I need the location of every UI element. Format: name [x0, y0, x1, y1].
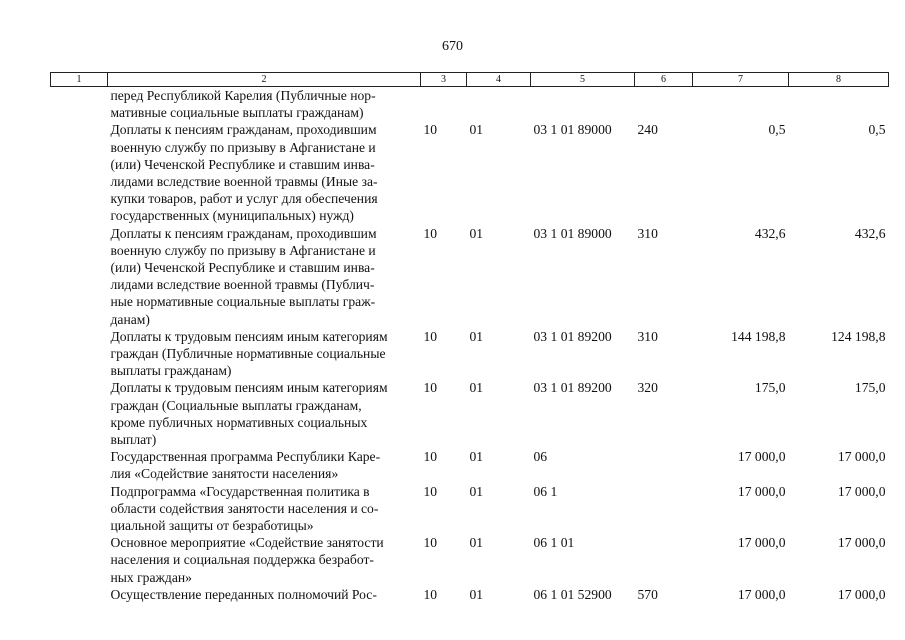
table-row [51, 448, 889, 482]
cell-target-article: 06 1 01 52900 [533, 586, 612, 602]
cell-name: Доплаты к пенсиям гражданам, проходившим военную службу по призыву в Афганистане и (или) Чеченской Республике и ставшим инва- лидами вследствие военной травмы (Публич- ные нормативные социальные выплаты граж- данам) [110, 225, 377, 327]
cell-amount-2: 17 000,0 [837, 535, 886, 551]
table-row [51, 534, 889, 586]
table-row [51, 586, 889, 603]
cell-expense-type [635, 448, 693, 482]
cell-amount-1: 0,5 [768, 122, 786, 138]
cell-section: 10 [423, 449, 438, 465]
cell-name: Подпрограмма «Государственная политика в области содействия занятости населения и со- циальной защиты от безработицы» [110, 483, 379, 534]
table-row [51, 328, 889, 380]
cell-amount-2: 432,6 [854, 225, 886, 241]
cell-subsection: 01 [469, 449, 484, 465]
cell-expense-type: 240 [637, 122, 658, 138]
cell-amount-1 [693, 87, 789, 122]
table-header-row [51, 73, 889, 87]
cell-name: Доплаты к пенсиям гражданам, проходившим военную службу по призыву в Афганистане и (или) Чеченской Республике и ставшим инва- лидами вследствие военной травмы (Иные за- купки товаров, работ и услуг для обеспечения государственных (муниципальных) нужд) [110, 122, 378, 224]
cell-subsection: 01 [469, 380, 484, 396]
page-number: 670 [442, 39, 463, 54]
column-header-3: 3 [421, 73, 467, 87]
table-row [51, 379, 889, 448]
cell-target-article [531, 87, 635, 122]
cell-amount-2: 175,0 [854, 380, 886, 396]
cell-subsection: 01 [469, 122, 484, 138]
column-header-7: 7 [693, 73, 789, 87]
cell-name: перед Республикой Карелия (Публичные нор- мативные социальные выплаты гражданам) [110, 88, 376, 121]
cell-col-1 [51, 483, 108, 535]
cell-amount-2: 0,5 [868, 122, 886, 138]
table-row [51, 121, 889, 224]
cell-expense-type [635, 87, 693, 122]
cell-target-article: 06 1 01 [533, 535, 575, 551]
cell-amount-1: 432,6 [754, 225, 786, 241]
column-header-1: 1 [51, 73, 108, 87]
cell-expense-type [635, 534, 693, 586]
table-row [51, 225, 889, 328]
cell-col-1 [51, 379, 108, 448]
cell-subsection: 01 [469, 483, 484, 499]
cell-section [421, 87, 467, 122]
cell-expense-type: 320 [637, 380, 658, 396]
cell-col-1 [51, 534, 108, 586]
cell-col-1 [51, 448, 108, 482]
column-header-5: 5 [531, 73, 635, 87]
column-header-2: 2 [108, 73, 421, 87]
cell-subsection [467, 87, 531, 122]
cell-subsection: 01 [469, 328, 484, 344]
cell-section: 10 [423, 328, 438, 344]
cell-col-1 [51, 87, 108, 122]
budget-table [50, 72, 889, 603]
cell-amount-1: 17 000,0 [737, 449, 786, 465]
cell-expense-type: 310 [637, 328, 658, 344]
cell-name: Государственная программа Республики Каре- лия «Содействие занятости населения» [110, 449, 381, 482]
cell-amount-2 [789, 87, 889, 122]
cell-amount-2: 17 000,0 [837, 586, 886, 602]
cell-section: 10 [423, 122, 438, 138]
cell-amount-2: 17 000,0 [837, 483, 886, 499]
cell-amount-1: 17 000,0 [737, 586, 786, 602]
cell-col-1 [51, 586, 108, 603]
cell-target-article: 03 1 01 89000 [533, 225, 612, 241]
cell-expense-type: 570 [637, 586, 658, 602]
cell-name: Осуществление переданных полномочий Рос- [110, 586, 377, 602]
cell-target-article: 06 1 [533, 483, 558, 499]
cell-amount-1: 144 198,8 [731, 328, 786, 344]
table-row [51, 483, 889, 535]
cell-col-1 [51, 328, 108, 380]
cell-name: Доплаты к трудовым пенсиям иным категориям граждан (Социальные выплаты гражданам, кроме публичных нормативных социальных выплат) [110, 380, 388, 448]
cell-target-article: 06 [533, 449, 548, 465]
cell-section: 10 [423, 535, 438, 551]
cell-amount-1: 17 000,0 [737, 483, 786, 499]
table-body [51, 87, 889, 604]
cell-name: Основное мероприятие «Содействие занятости населения и социальная поддержка безработ- ных граждан» [110, 535, 384, 585]
column-header-4: 4 [467, 73, 531, 87]
cell-target-article: 03 1 01 89200 [533, 328, 612, 344]
cell-target-article: 03 1 01 89200 [533, 380, 612, 396]
cell-expense-type: 310 [637, 225, 658, 241]
cell-target-article: 03 1 01 89000 [533, 122, 612, 138]
cell-section: 10 [423, 225, 438, 241]
cell-subsection: 01 [469, 586, 484, 602]
cell-name: Доплаты к трудовым пенсиям иным категориям граждан (Публичные нормативные социальные выплаты гражданам) [110, 328, 388, 379]
cell-subsection: 01 [469, 225, 484, 241]
column-header-8: 8 [789, 73, 889, 87]
cell-subsection: 01 [469, 535, 484, 551]
column-header-6: 6 [635, 73, 693, 87]
cell-section: 10 [423, 380, 438, 396]
cell-section: 10 [423, 586, 438, 602]
cell-amount-2: 17 000,0 [837, 449, 886, 465]
cell-amount-2: 124 198,8 [831, 328, 886, 344]
cell-col-1 [51, 225, 108, 328]
cell-col-1 [51, 121, 108, 224]
cell-amount-1: 17 000,0 [737, 535, 786, 551]
cell-section: 10 [423, 483, 438, 499]
cell-expense-type [635, 483, 693, 535]
table-row [51, 87, 889, 122]
cell-amount-1: 175,0 [754, 380, 786, 396]
